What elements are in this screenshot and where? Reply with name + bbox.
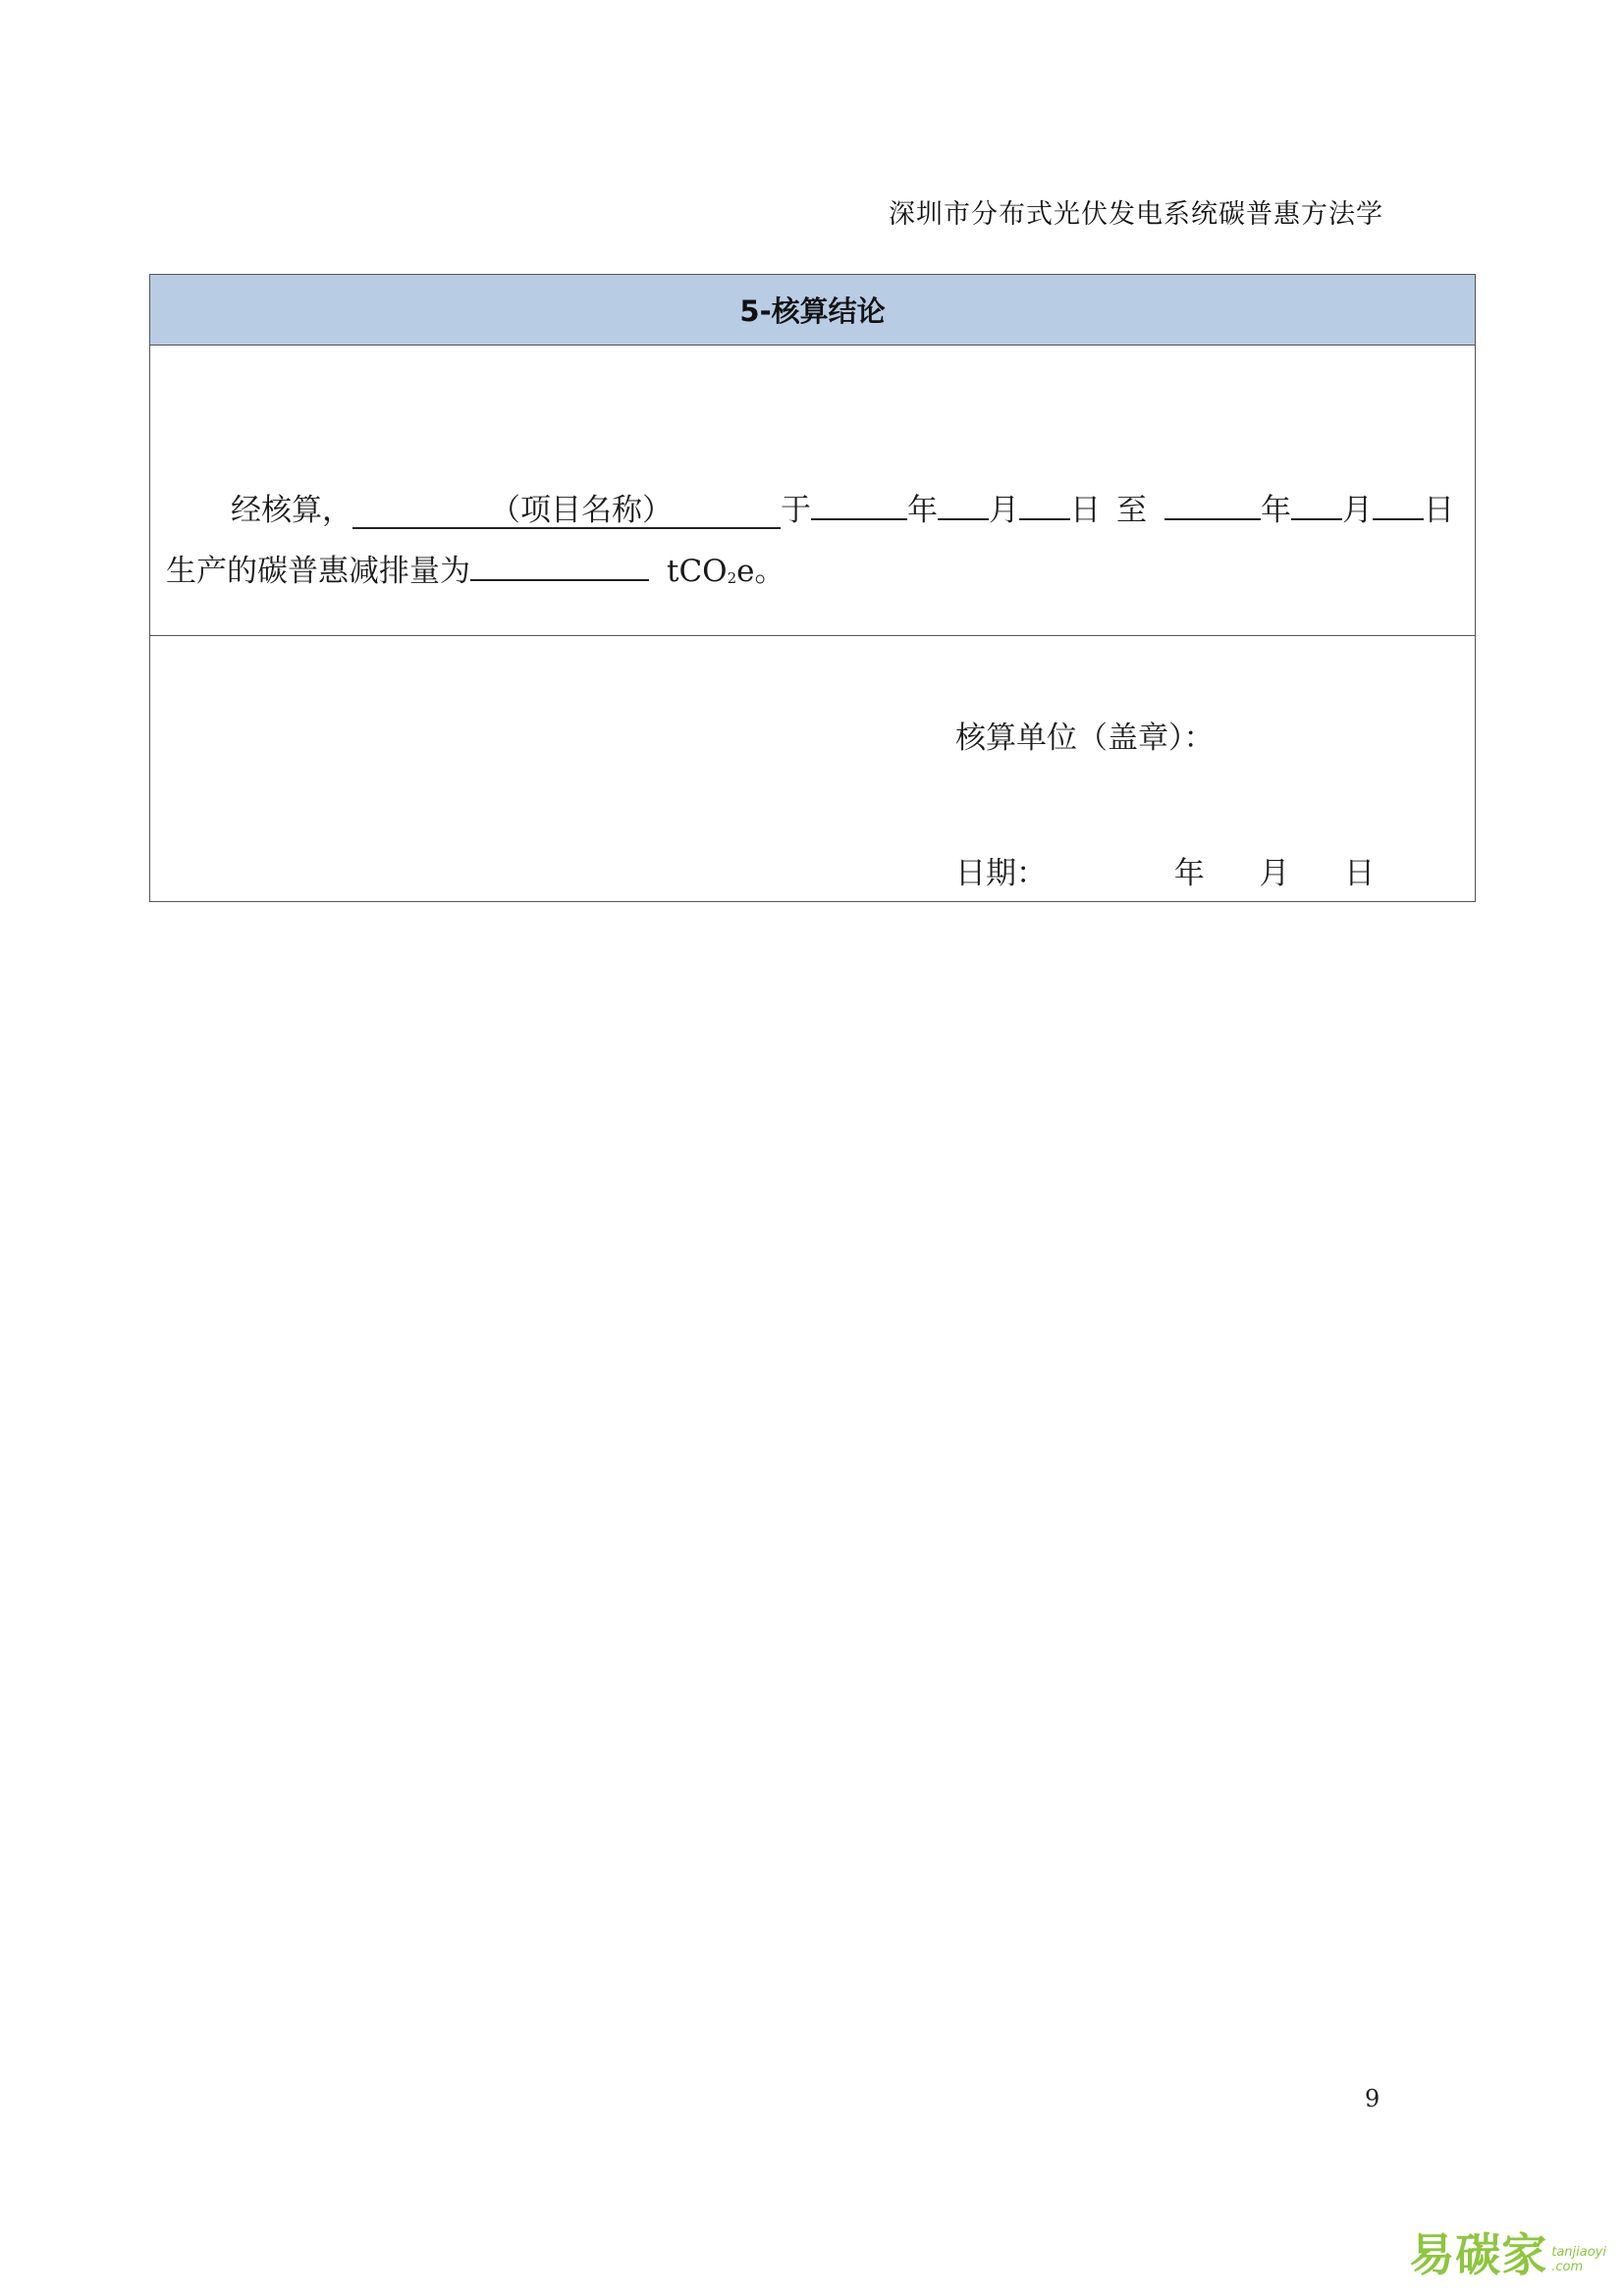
- watermark-brand: 易碳家: [1409, 2228, 1548, 2281]
- start-year-field[interactable]: [811, 493, 907, 520]
- end-month-field[interactable]: [1291, 493, 1342, 520]
- watermark-domain: tanjiaoyi .com: [1551, 2245, 1606, 2274]
- from-label: 于: [781, 493, 811, 528]
- start-month-label: 月: [989, 493, 1019, 528]
- conclusion-line-1: [231, 493, 1454, 529]
- signature-date: [955, 848, 1375, 892]
- start-year-label: 年: [907, 493, 938, 528]
- date-day-label: 日: [1344, 856, 1376, 891]
- watermark-logo: [1409, 2219, 1606, 2284]
- project-name-placeholder: （项目名称）: [490, 493, 673, 528]
- end-month-label: 月: [1342, 493, 1373, 528]
- end-year-field[interactable]: [1164, 493, 1261, 520]
- signature-cell: [150, 636, 1475, 903]
- date-label: 日期：: [955, 856, 1047, 891]
- start-month-field[interactable]: [938, 493, 989, 520]
- date-year-label: 年: [1173, 856, 1205, 891]
- start-day-field[interactable]: [1019, 493, 1070, 520]
- accounting-unit-seal-label: 核算单位（盖章）：: [955, 721, 1215, 756]
- conclusion-intro: 经核算，: [231, 493, 352, 528]
- to-label: 至: [1116, 493, 1147, 528]
- document-header-title: 深圳市分布式光伏发电系统碳普惠方法学: [889, 199, 1383, 230]
- start-day-label: 日: [1070, 493, 1101, 528]
- reduction-amount-field[interactable]: [470, 554, 649, 581]
- conclusion-table: [149, 274, 1476, 902]
- end-day-field[interactable]: [1373, 493, 1424, 520]
- reduction-unit: tCO$_2$e。: [667, 554, 785, 589]
- section-title: 5-核算结论: [150, 275, 1475, 346]
- conclusion-line-2: [166, 554, 785, 587]
- date-month-label: 月: [1259, 856, 1290, 891]
- end-year-label: 年: [1261, 493, 1291, 528]
- conclusion-cell: [150, 346, 1475, 636]
- end-day-label: 日: [1424, 493, 1454, 528]
- reduction-label: 生产的碳普惠减排量为: [166, 554, 470, 589]
- project-name-field[interactable]: [352, 493, 781, 529]
- page-number: 9: [1365, 2085, 1380, 2112]
